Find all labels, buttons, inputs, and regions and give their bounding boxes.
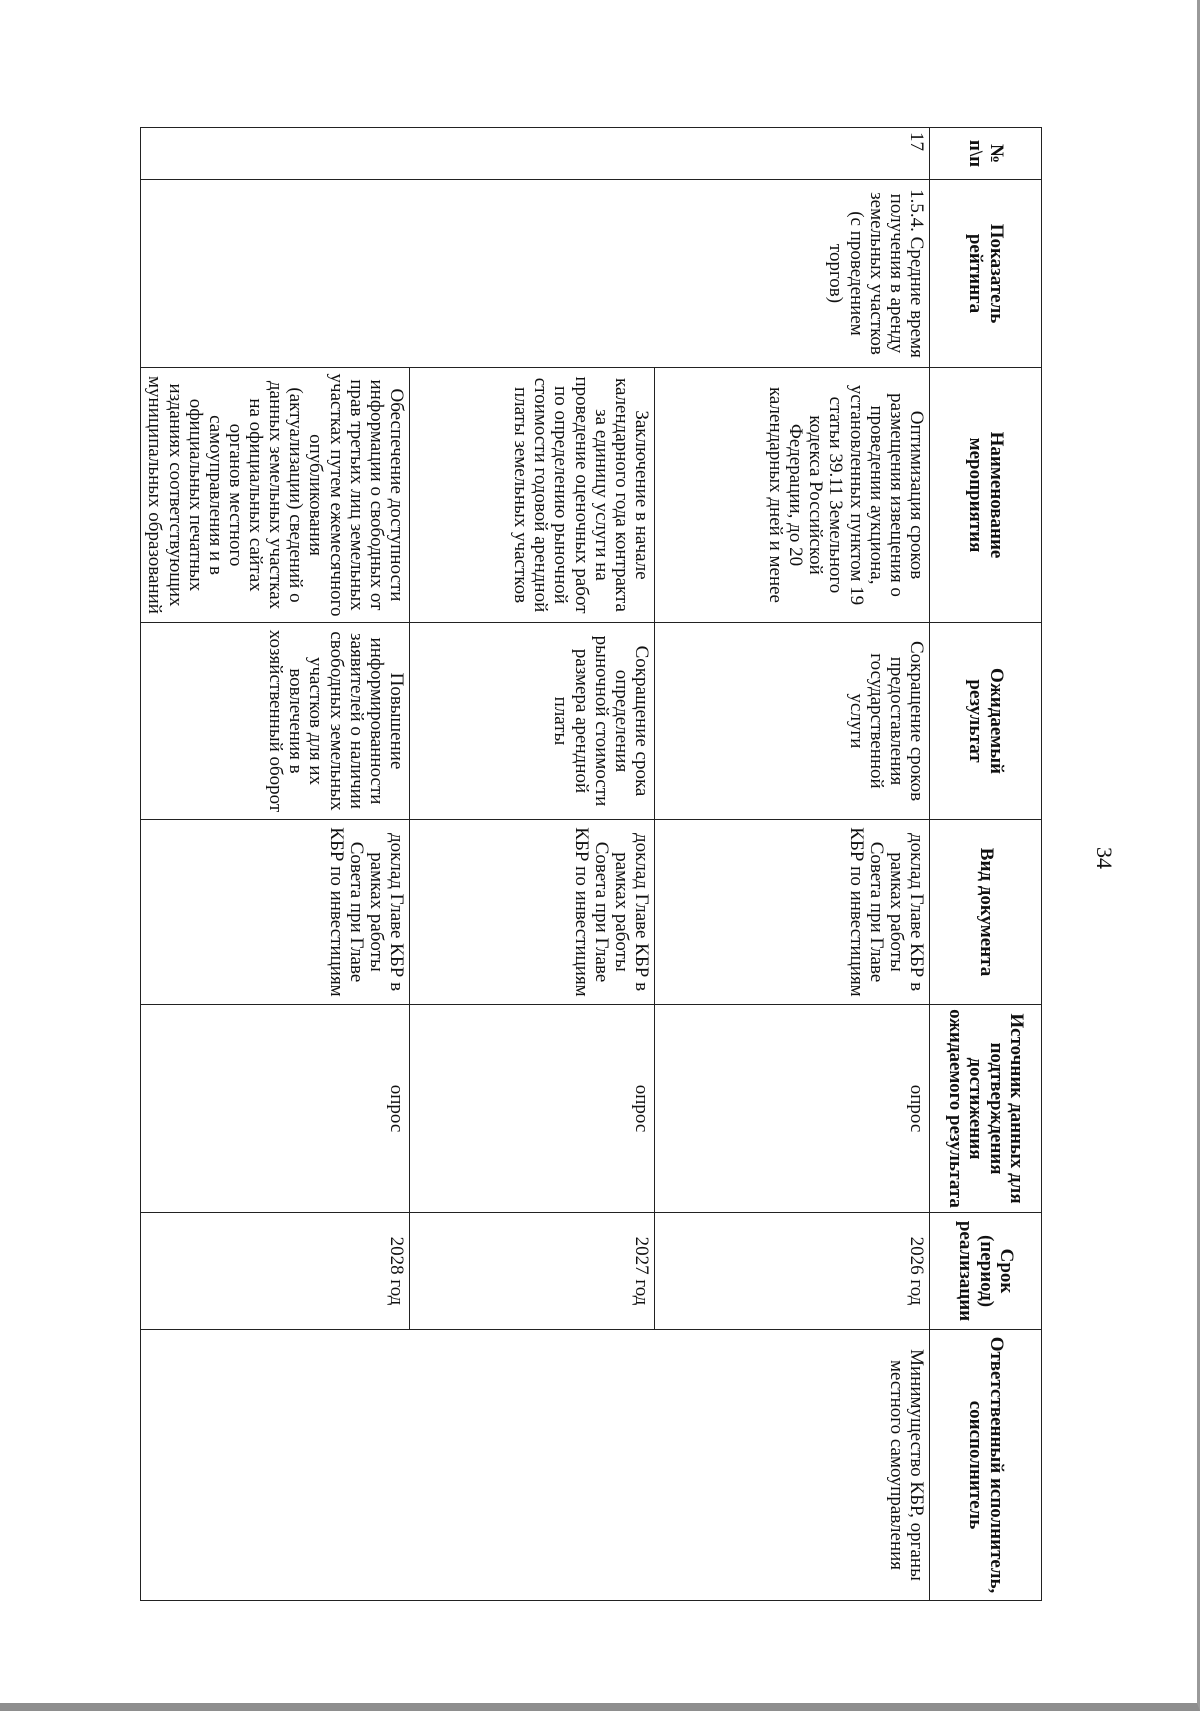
row-num: 17 <box>141 128 930 180</box>
measure-source: опрос <box>410 1005 655 1213</box>
measure-period: 2026 год <box>655 1213 930 1330</box>
table-header-row <box>930 128 1042 1601</box>
measure-name: Оптимизация сроков размещения извещения о проведении аукциона, установленных пунктом 19 статьи 39.11 Земельного кодекса Российской Федерации, до 20 календарных дней и менее <box>655 368 930 623</box>
row-indicator: 1.5.4. Средние время получения в аренду земельных участков (с проведением торгов) <box>141 180 930 368</box>
measure-name: Заключение в начале календарного года контракта за единицу услуги на проведение оценочных работ по определению рыночной стоимости годовой арендной платы земельных участков <box>410 368 655 623</box>
measure-doc-type: доклад Главе КБР в рамках работы Совета при Главе КБР по инвестициям <box>410 820 655 1005</box>
measure-source: опрос <box>141 1005 410 1213</box>
measure-period: 2027 год <box>410 1213 655 1330</box>
header-result: Ожидаемый результат <box>930 623 1042 820</box>
header-num: № п\п <box>930 128 1042 180</box>
measure-name: Обеспечение доступности информации о свободных от прав третьих лиц земельных участках путем ежемесячного опубликования (актуализации) сведений о данных земельных участках на официальных сайтах органов местного самоуправления и в официальных печатных изданиях соответствующих муниципальных образований <box>141 368 410 623</box>
page-number: 34 <box>1092 847 1117 869</box>
measure-period: 2028 год <box>141 1213 410 1330</box>
header-measure: Наименование мероприятия <box>930 368 1042 623</box>
header-indicator: Показатель рейтинга <box>930 180 1042 368</box>
header-source: Источник данных для подтверждения достижения ожидаемого результата <box>930 1005 1042 1213</box>
table-row <box>655 128 930 1601</box>
measure-doc-type: доклад Главе КБР в рамках работы Совета при Главе КБР по инвестициям <box>141 820 410 1005</box>
header-doc-type: Вид документа <box>930 820 1042 1005</box>
header-executor: Ответственный исполнитель, соисполнитель <box>930 1330 1042 1601</box>
measure-doc-type: доклад Главе КБР в рамках работы Совета при Главе КБР по инвестициям <box>655 820 930 1005</box>
row-executor: Минимущество КБР, органы местного самоуправления <box>141 1330 930 1601</box>
rotated-table-wrapper <box>144 127 1042 1600</box>
measure-result: Повышение информированности заявителей о наличии свободных земельных участков для их вовлечения в хозяйственный оборот <box>141 623 410 820</box>
measure-result: Сокращение сроков предоставления государственной услуги <box>655 623 930 820</box>
measure-source: опрос <box>655 1005 930 1213</box>
measures-table <box>140 127 1042 1601</box>
header-period: Срок (период) реализации <box>930 1213 1042 1330</box>
measure-result: Сокращение срока определения рыночной стоимости размера арендной платы <box>410 623 655 820</box>
